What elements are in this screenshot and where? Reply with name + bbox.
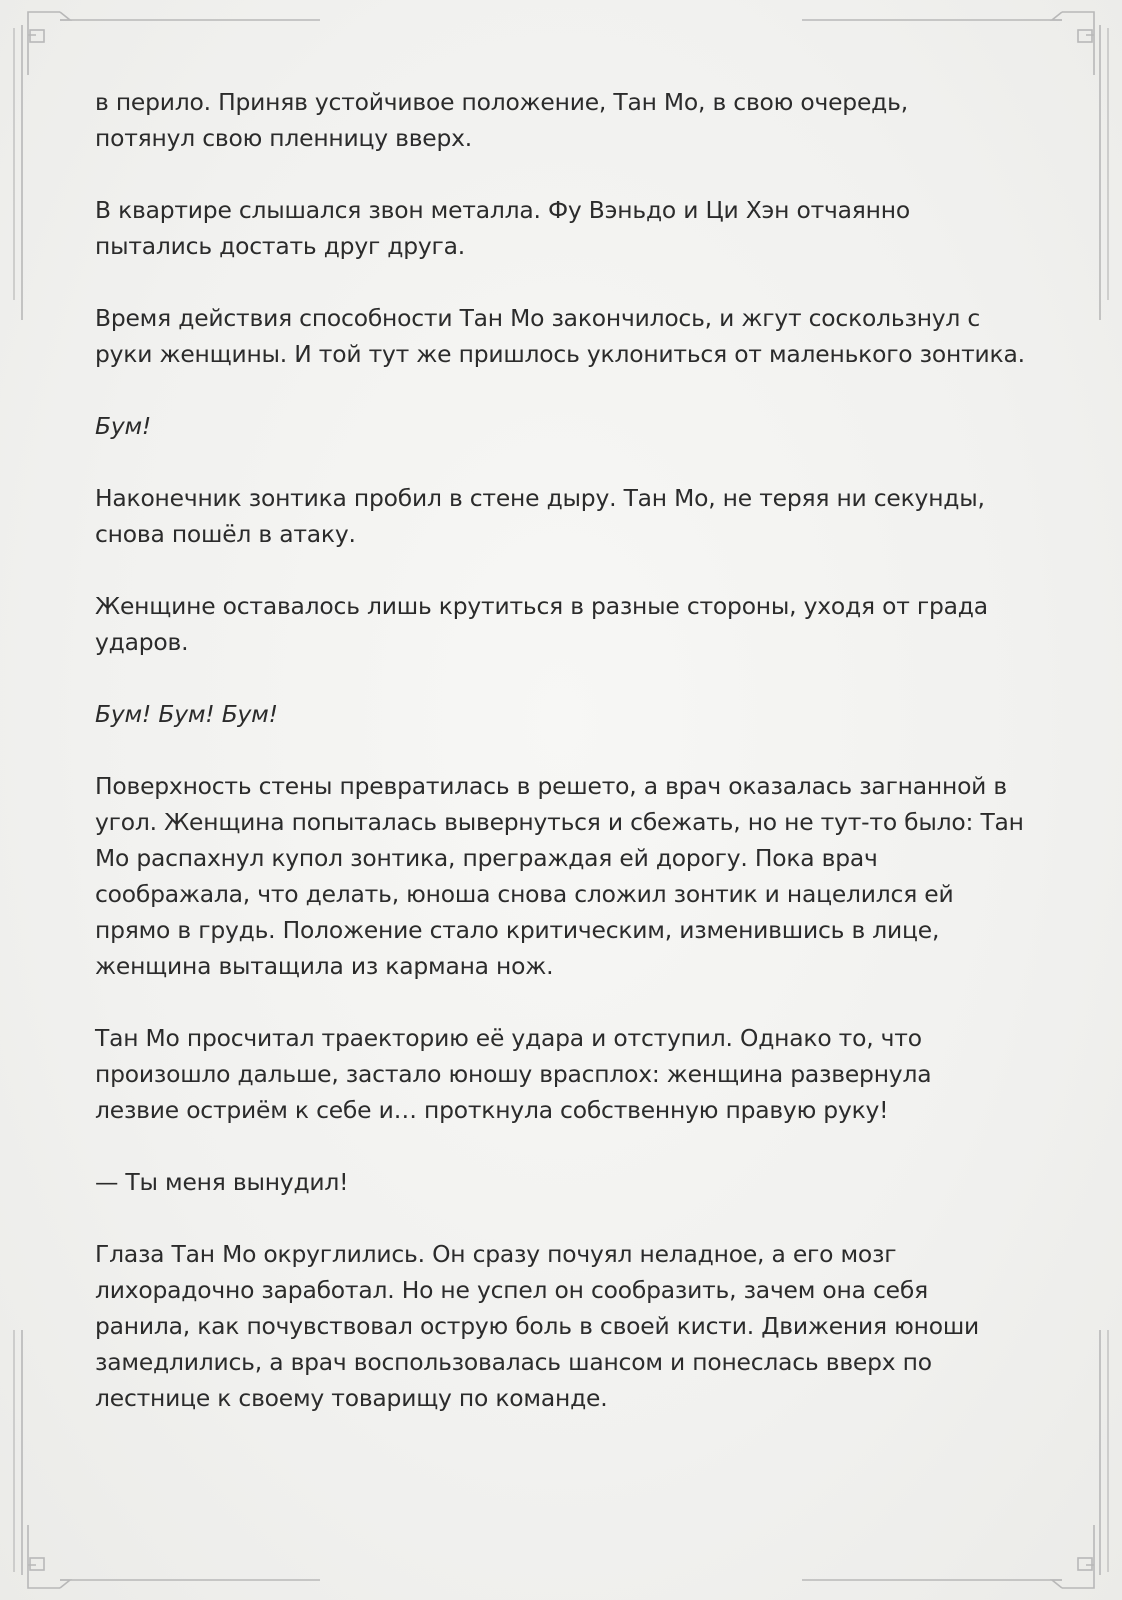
paragraph: в перило. Приняв устойчивое положение, Тан Мо, в свою очередь, потянул свою пленницу вверх. (95, 88, 908, 152)
paragraph-dialogue: — Ты меня вынудил! (95, 1168, 349, 1196)
paragraph: Женщине оставалось лишь крутиться в разные стороны, уходя от града ударов. (95, 592, 988, 656)
paragraph: В квартире слышался звон металла. Фу Вэньдо и Ци Хэн отчаянно пытались достать друг друга. (95, 196, 910, 260)
paragraph: Наконечник зонтика пробил в стене дыру. Тан Мо, не теряя ни секунды, снова пошёл в атаку. (95, 484, 985, 548)
paragraph-italic: Бум! (95, 412, 152, 440)
story-text (95, 84, 1025, 1452)
paragraph: Время действия способности Тан Мо закончилось, и жгут соскользнул с руки женщины. И той тут же пришлось уклониться от маленького зонтика. (95, 304, 1025, 368)
paragraph: Тан Мо просчитал траекторию её удара и отступил. Однако то, что произошло дальше, застало юношу врасплох: женщина развернула лезвие остриём к себе и… проткнула собственную правую руку! (95, 1024, 932, 1124)
paragraph: Глаза Тан Мо округлились. Он сразу почуял неладное, а его мозг лихорадочно заработал. Но не успел он сообразить, зачем она себя ранила, как почувствовал острую боль в своей кисти. Движения юноши замедлились, а врач воспользовалась шансом и понеслась вверх по лестнице к своему товарищу по команде. (95, 1240, 980, 1412)
paragraph-italic: Бум! Бум! Бум! (95, 700, 278, 728)
paragraph: Поверхность стены превратилась в решето, а врач оказалась загнанной в угол. Женщина попыталась вывернуться и сбежать, но не тут-то было: Тан Мо распахнул купол зонтика, преграждая ей дорогу. Пока врач соображала, что делать, юноша снова сложил зонтик и нацелился ей прямо в грудь. Положение стало критическим, изменившись в лице, женщина вытащила из кармана нож. (95, 772, 1024, 980)
